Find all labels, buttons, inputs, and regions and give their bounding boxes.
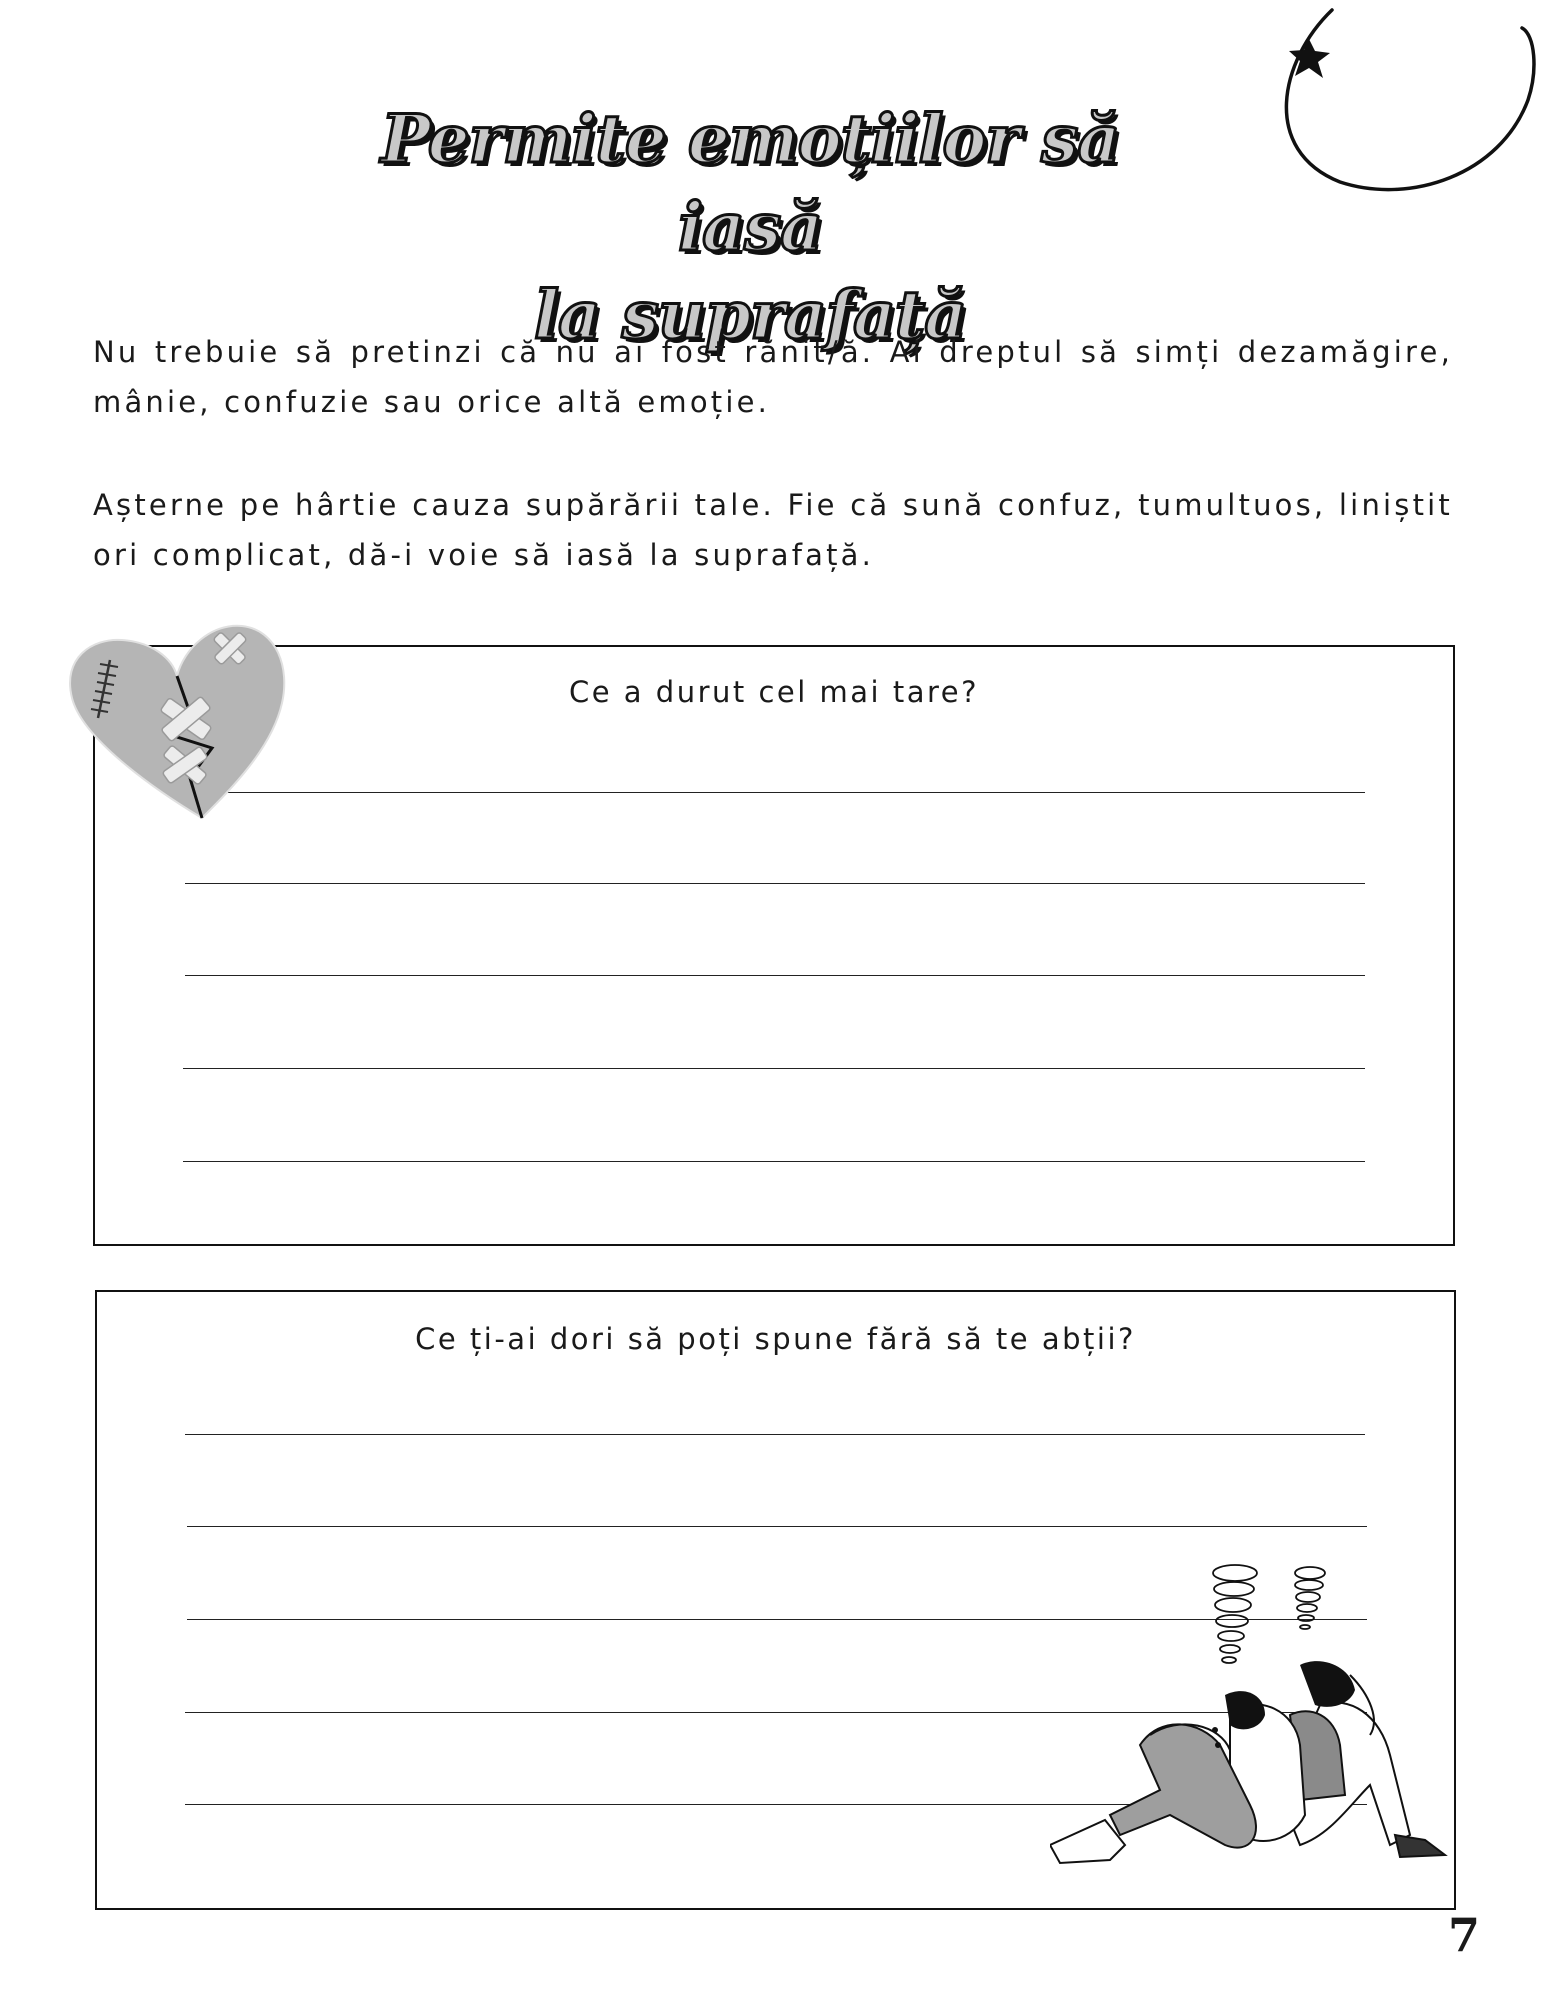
answer-line[interactable]	[183, 1161, 1365, 1162]
prompt-question-2: Ce ți-ai dori să poți spune fără să te abții?	[415, 1322, 1136, 1356]
answer-line[interactable]	[183, 1068, 1365, 1069]
prompt-box-1	[93, 645, 1455, 1246]
page-title-line-1: Permite emoțiilor să iasă	[380, 100, 1120, 266]
intro-paragraph-1: Nu trebuie să pretinzi că nu ai fost rănit/ă. Ai dreptul să simți dezamăgire, mânie, confuzie sau orice altă emoție.	[93, 335, 1453, 419]
intro-paragraph-2: Așterne pe hârtie cauza supărării tale. Fie că sună confuz, tumultuos, liniștit ori complicat, dă-i voie să iasă la suprafață.	[93, 488, 1453, 572]
page-title	[300, 95, 1200, 359]
orbiting-star-icon	[1260, 0, 1545, 200]
stitched-broken-heart-icon	[62, 618, 292, 828]
answer-line[interactable]	[187, 1526, 1367, 1527]
answer-line[interactable]	[185, 883, 1365, 884]
page-number: 7	[1447, 1908, 1480, 1962]
answer-line[interactable]	[185, 975, 1365, 976]
distressed-person-illustration	[1050, 1545, 1460, 1895]
answer-line[interactable]	[185, 792, 1365, 793]
answer-line[interactable]	[185, 1434, 1365, 1435]
page-title-line-2: la suprafață	[533, 276, 967, 354]
prompt-question-1: Ce a durut cel mai tare?	[569, 675, 979, 709]
